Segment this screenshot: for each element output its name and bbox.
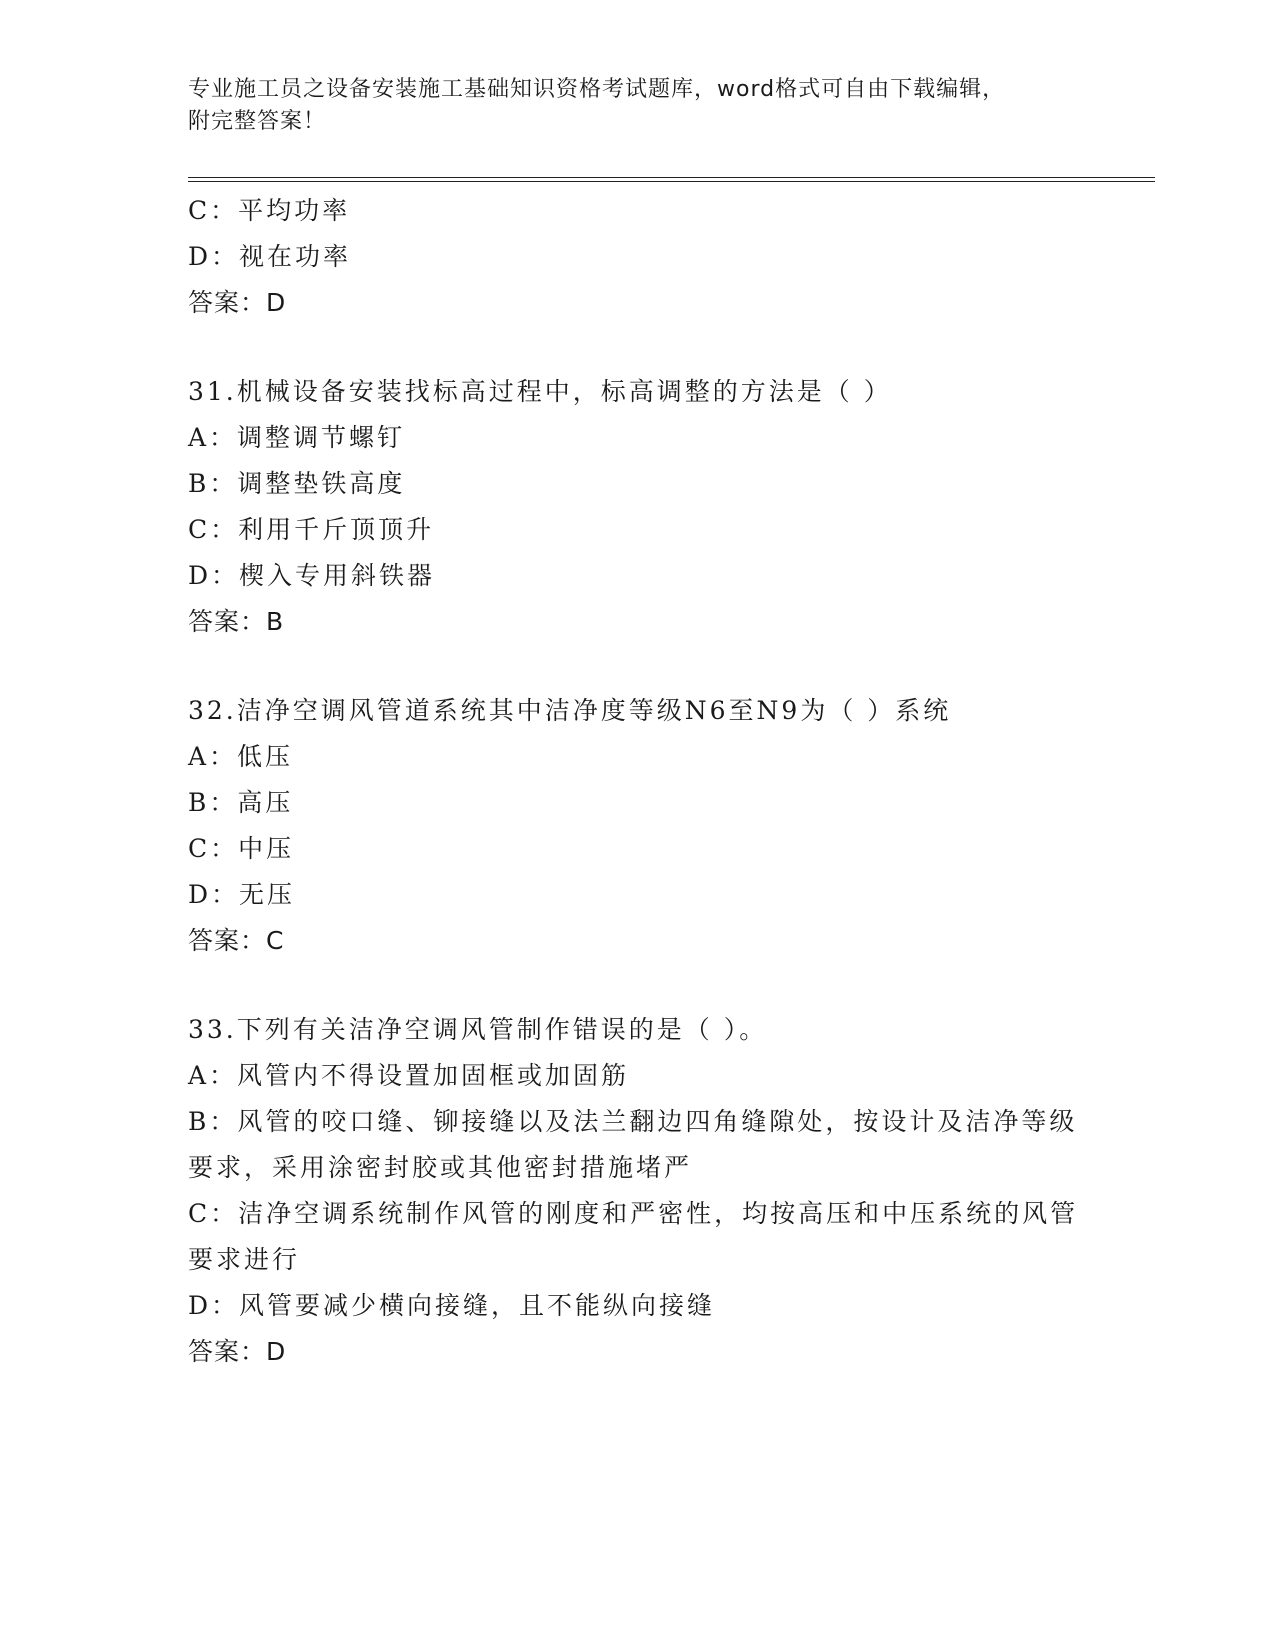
option-a: A：风管内不得设置加固框或加固筋 (188, 1061, 630, 1090)
option-d: D：视在功率 (188, 242, 352, 271)
question-32 (188, 688, 1088, 964)
answer-line: 答案：C (188, 926, 285, 955)
option-d: D：无压 (188, 880, 296, 909)
option-b: B：调整垫铁高度 (188, 469, 406, 498)
question-31 (188, 369, 1088, 645)
option-b: B：高压 (188, 788, 294, 817)
option-b: B：风管的咬口缝、铆接缝以及法兰翻边四角缝隙处，按设计及洁净等级要求，采用涂密封胶或其他密封措施堵严 (188, 1107, 1078, 1182)
prev-question-tail (188, 188, 1088, 326)
question-33 (188, 1007, 1088, 1375)
option-d: D：楔入专用斜铁器 (188, 561, 436, 590)
header-double-rule (188, 177, 1155, 182)
header-line-1: 专业施工员之设备安装施工基础知识资格考试题库，word格式可自由下载编辑， (188, 77, 1006, 102)
question-stem: 32.洁净空调风管道系统其中洁净度等级N6至N9为（ ）系统 (188, 696, 952, 725)
answer-line: 答案：D (188, 288, 287, 317)
option-c: C：平均功率 (188, 196, 351, 225)
question-stem: 33.下列有关洁净空调风管制作错误的是（ ）。 (188, 1015, 768, 1044)
option-a: A：调整调节螺钉 (188, 423, 406, 452)
option-c: C：中压 (188, 834, 295, 863)
question-stem: 31.机械设备安装找标高过程中，标高调整的方法是（ ） (188, 377, 892, 406)
option-c: C：利用千斤顶顶升 (188, 515, 435, 544)
option-d: D：风管要减少横向接缝，且不能纵向接缝 (188, 1291, 716, 1320)
answer-line: 答案：D (188, 1337, 287, 1366)
option-a: A：低压 (188, 742, 294, 771)
page-header (188, 74, 1088, 138)
header-line-2: 附完整答案！ (188, 109, 327, 134)
answer-line: 答案：B (188, 607, 285, 636)
question-content (188, 188, 1088, 1375)
option-c: C：洁净空调系统制作风管的刚度和严密性，均按高压和中压系统的风管要求进行 (188, 1199, 1079, 1274)
